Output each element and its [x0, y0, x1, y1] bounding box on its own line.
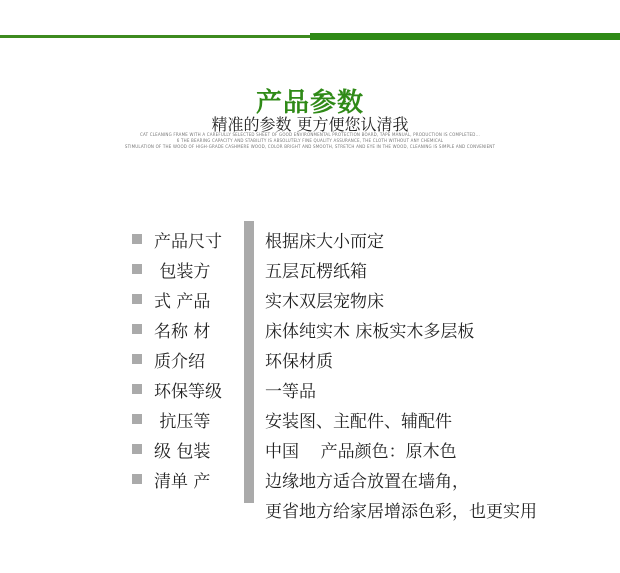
page-title: 产品参数	[255, 88, 364, 118]
spec-label: 级 包装	[154, 441, 211, 462]
spec-label: 名称 材	[154, 321, 211, 342]
spec-value: 根据床大小而定	[265, 231, 384, 252]
spec-label-row	[132, 404, 222, 434]
spec-value: 安装图、主配件、辅配件	[265, 411, 452, 432]
spec-value: 边缘地方适合放置在墙角，	[265, 471, 469, 492]
fine-print-line: STIMULATION OF THE WOOD OF HIGH-GRADE CASHMERE WOOD, COLOR BRIGHT AND SMOOTH, STRETCH AND EYE IN THE WOOD, CLEANING IS SIMPLE AND CONVENIENT	[124, 144, 496, 149]
spec-label: 式 产品	[154, 291, 211, 312]
square-bullet-icon	[132, 354, 142, 364]
spec-value: 床体纯实木 床板实木多层板	[265, 321, 475, 342]
top-decorative-bar	[0, 33, 620, 39]
spec-label-row	[132, 284, 222, 314]
square-bullet-icon	[132, 474, 142, 484]
spec-label: 抗压等	[154, 411, 211, 432]
spec-label-row	[132, 344, 222, 374]
vertical-divider	[244, 221, 254, 503]
fine-print-line: 6 THE BEARING CAPACITY AND STABILITY IS ABSOLUTELY FINE QUALITY ASSURANCE, THE CLOTH WITHOUT ANY CHEMICAL	[176, 138, 444, 143]
spec-label: 质介绍	[154, 351, 205, 372]
spec-value: 一等品	[265, 381, 316, 402]
spec-value: 环保材质	[265, 351, 333, 372]
square-bullet-icon	[132, 234, 142, 244]
spec-value: 更省地方给家居增添色彩，也更实用	[265, 501, 537, 522]
square-bullet-icon	[132, 414, 142, 424]
spec-label: 环保等级	[154, 381, 222, 402]
square-bullet-icon	[132, 384, 142, 394]
spec-label-row	[132, 314, 222, 344]
spec-labels-column	[132, 224, 222, 494]
spec-label: 清单 产	[154, 471, 211, 492]
spec-value: 五层瓦楞纸箱	[265, 261, 367, 282]
spec-label-row	[132, 464, 222, 494]
spec-label: 包装方	[154, 261, 211, 282]
top-bar-thick-line	[310, 33, 620, 40]
spec-label-row	[132, 224, 222, 254]
square-bullet-icon	[132, 444, 142, 454]
spec-label-row	[132, 254, 222, 284]
spec-label-row	[132, 374, 222, 404]
spec-values-column	[265, 224, 537, 524]
top-bar-thin-line	[0, 35, 320, 38]
spec-label-row	[132, 434, 222, 464]
spec-label: 产品尺寸	[154, 231, 222, 252]
square-bullet-icon	[132, 324, 142, 334]
square-bullet-icon	[132, 264, 142, 274]
page-subtitle: 精准的参数 更方便您认清我	[211, 115, 409, 134]
spec-value: 实木双层宠物床	[265, 291, 384, 312]
spec-value: 中国 产品颜色：原木色	[265, 441, 457, 462]
square-bullet-icon	[132, 294, 142, 304]
fine-print-line: CAT CLEANING FRAME WITH A CAREFULLY SELECTED SHEET OF GOOD ENVIRONMENTAL PROTECTION BOARD, TAPE MANUAL, PRODUCTION IS COMPLETED...	[140, 132, 480, 137]
